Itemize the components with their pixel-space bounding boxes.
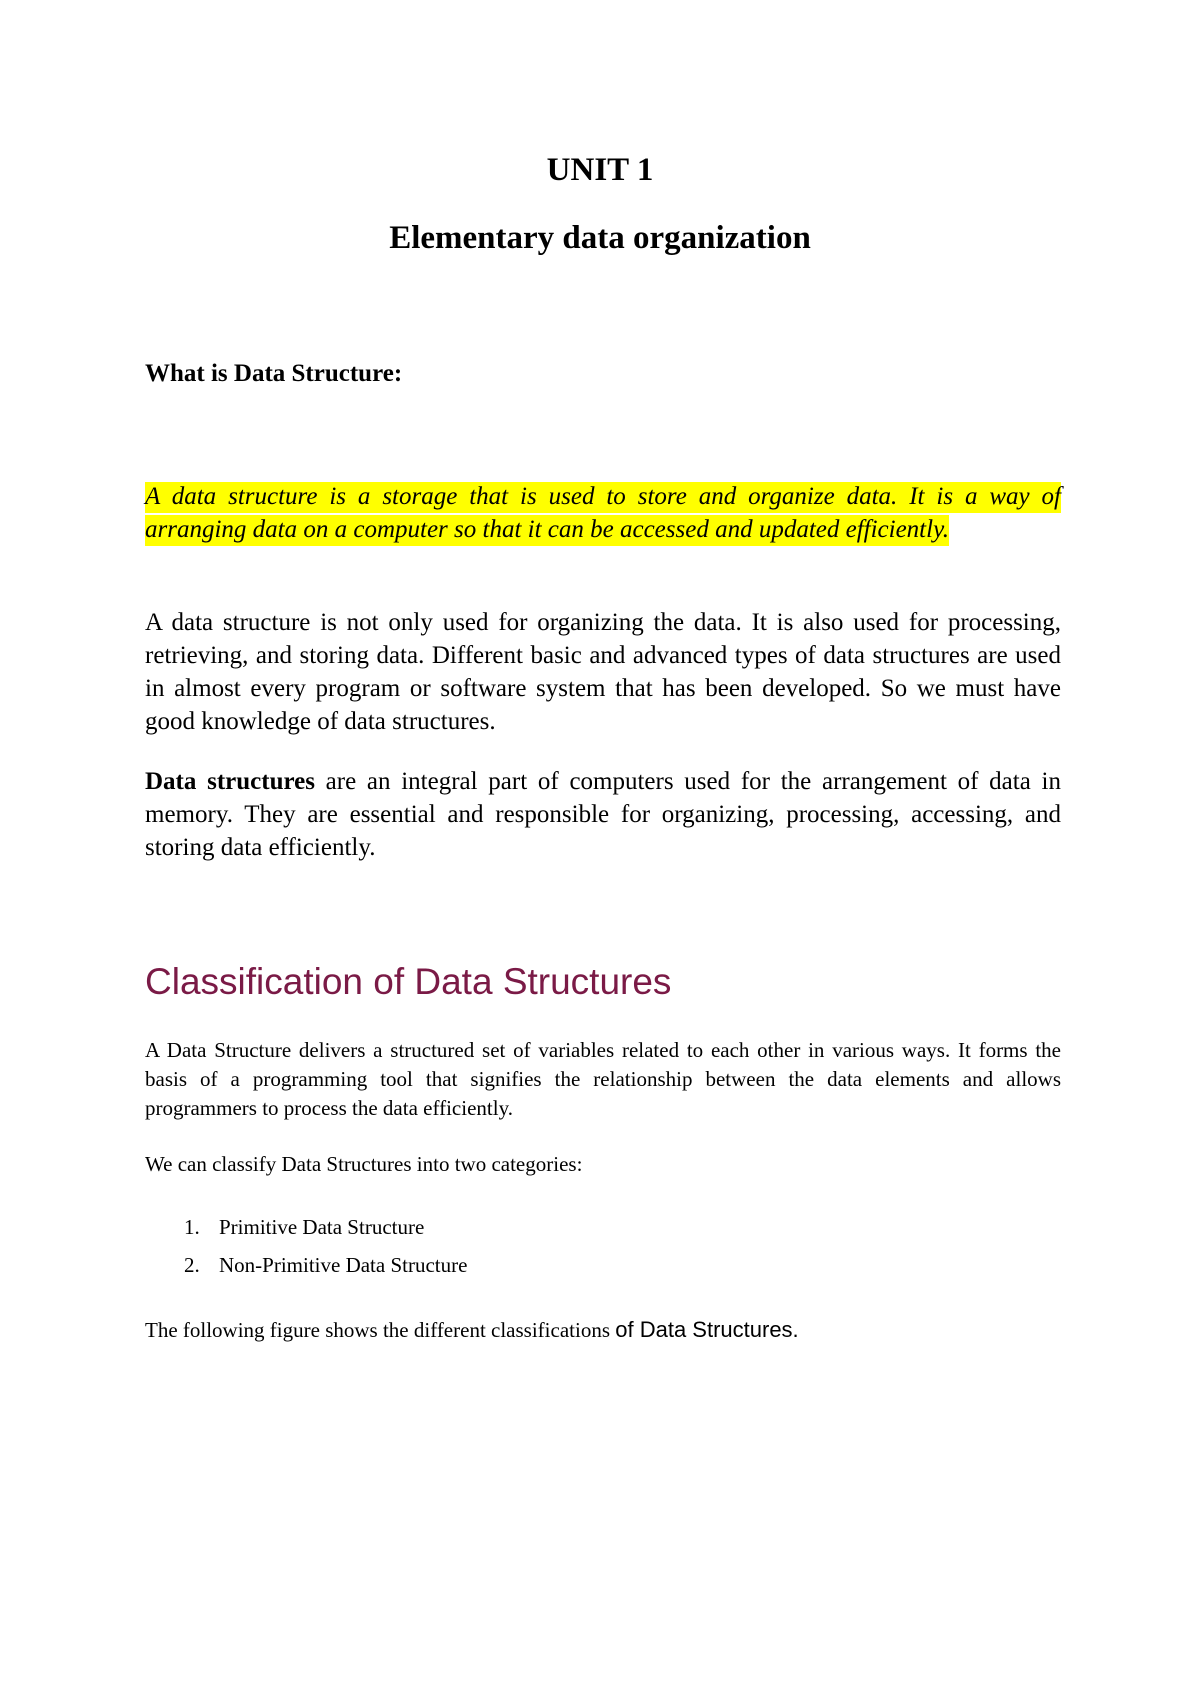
figure-paragraph-lead: The following figure shows the different classifications — [145, 1318, 616, 1342]
highlighted-definition-text: A data structure is a storage that is used to store and organize data. It is a way of arranging data on a computer so that it can be accessed and updated efficiently. — [145, 482, 1061, 546]
list-item-label: Primitive Data Structure — [219, 1215, 425, 1239]
classify-paragraph: We can classify Data Structures into two categories: — [145, 1152, 583, 1176]
list-item-number: 2. — [184, 1253, 200, 1277]
page-title: Elementary data organization — [389, 220, 811, 256]
usage-paragraph: A data structure is not only used for organizing the data. It is also used for processing, retrieving, and storing data. Different basic and advanced types of data structures are used in almost every program or software system that has been developed. So we must have good knowledge of data structures. — [145, 609, 1061, 735]
section-heading-what-is-data-structure: What is Data Structure: — [145, 360, 403, 387]
integral-rest-text: are an integral part of computers used for the arrangement of data in memory. They are essential and responsible for organizing, processing, accessing, and storing data efficiently. — [145, 768, 1061, 861]
deliver-paragraph: A Data Structure delivers a structured set of variables related to each other in various ways. It forms the basis of a programming tool that signifies the relationship between the data elements and allows programmers to process the data efficiently. — [145, 1038, 1061, 1120]
definition-paragraph — [145, 480, 1061, 546]
list-item-number: 1. — [184, 1215, 200, 1239]
figure-paragraph-tail: of Data Structures. — [615, 1317, 799, 1342]
unit-title: UNIT 1 — [546, 152, 654, 188]
classification-heading: Classification of Data Structures — [145, 961, 672, 1002]
integral-paragraph — [145, 765, 1061, 864]
integral-bold-lead: Data structures — [145, 768, 315, 795]
figure-paragraph — [145, 1315, 799, 1345]
list-item-label: Non-Primitive Data Structure — [219, 1253, 468, 1277]
